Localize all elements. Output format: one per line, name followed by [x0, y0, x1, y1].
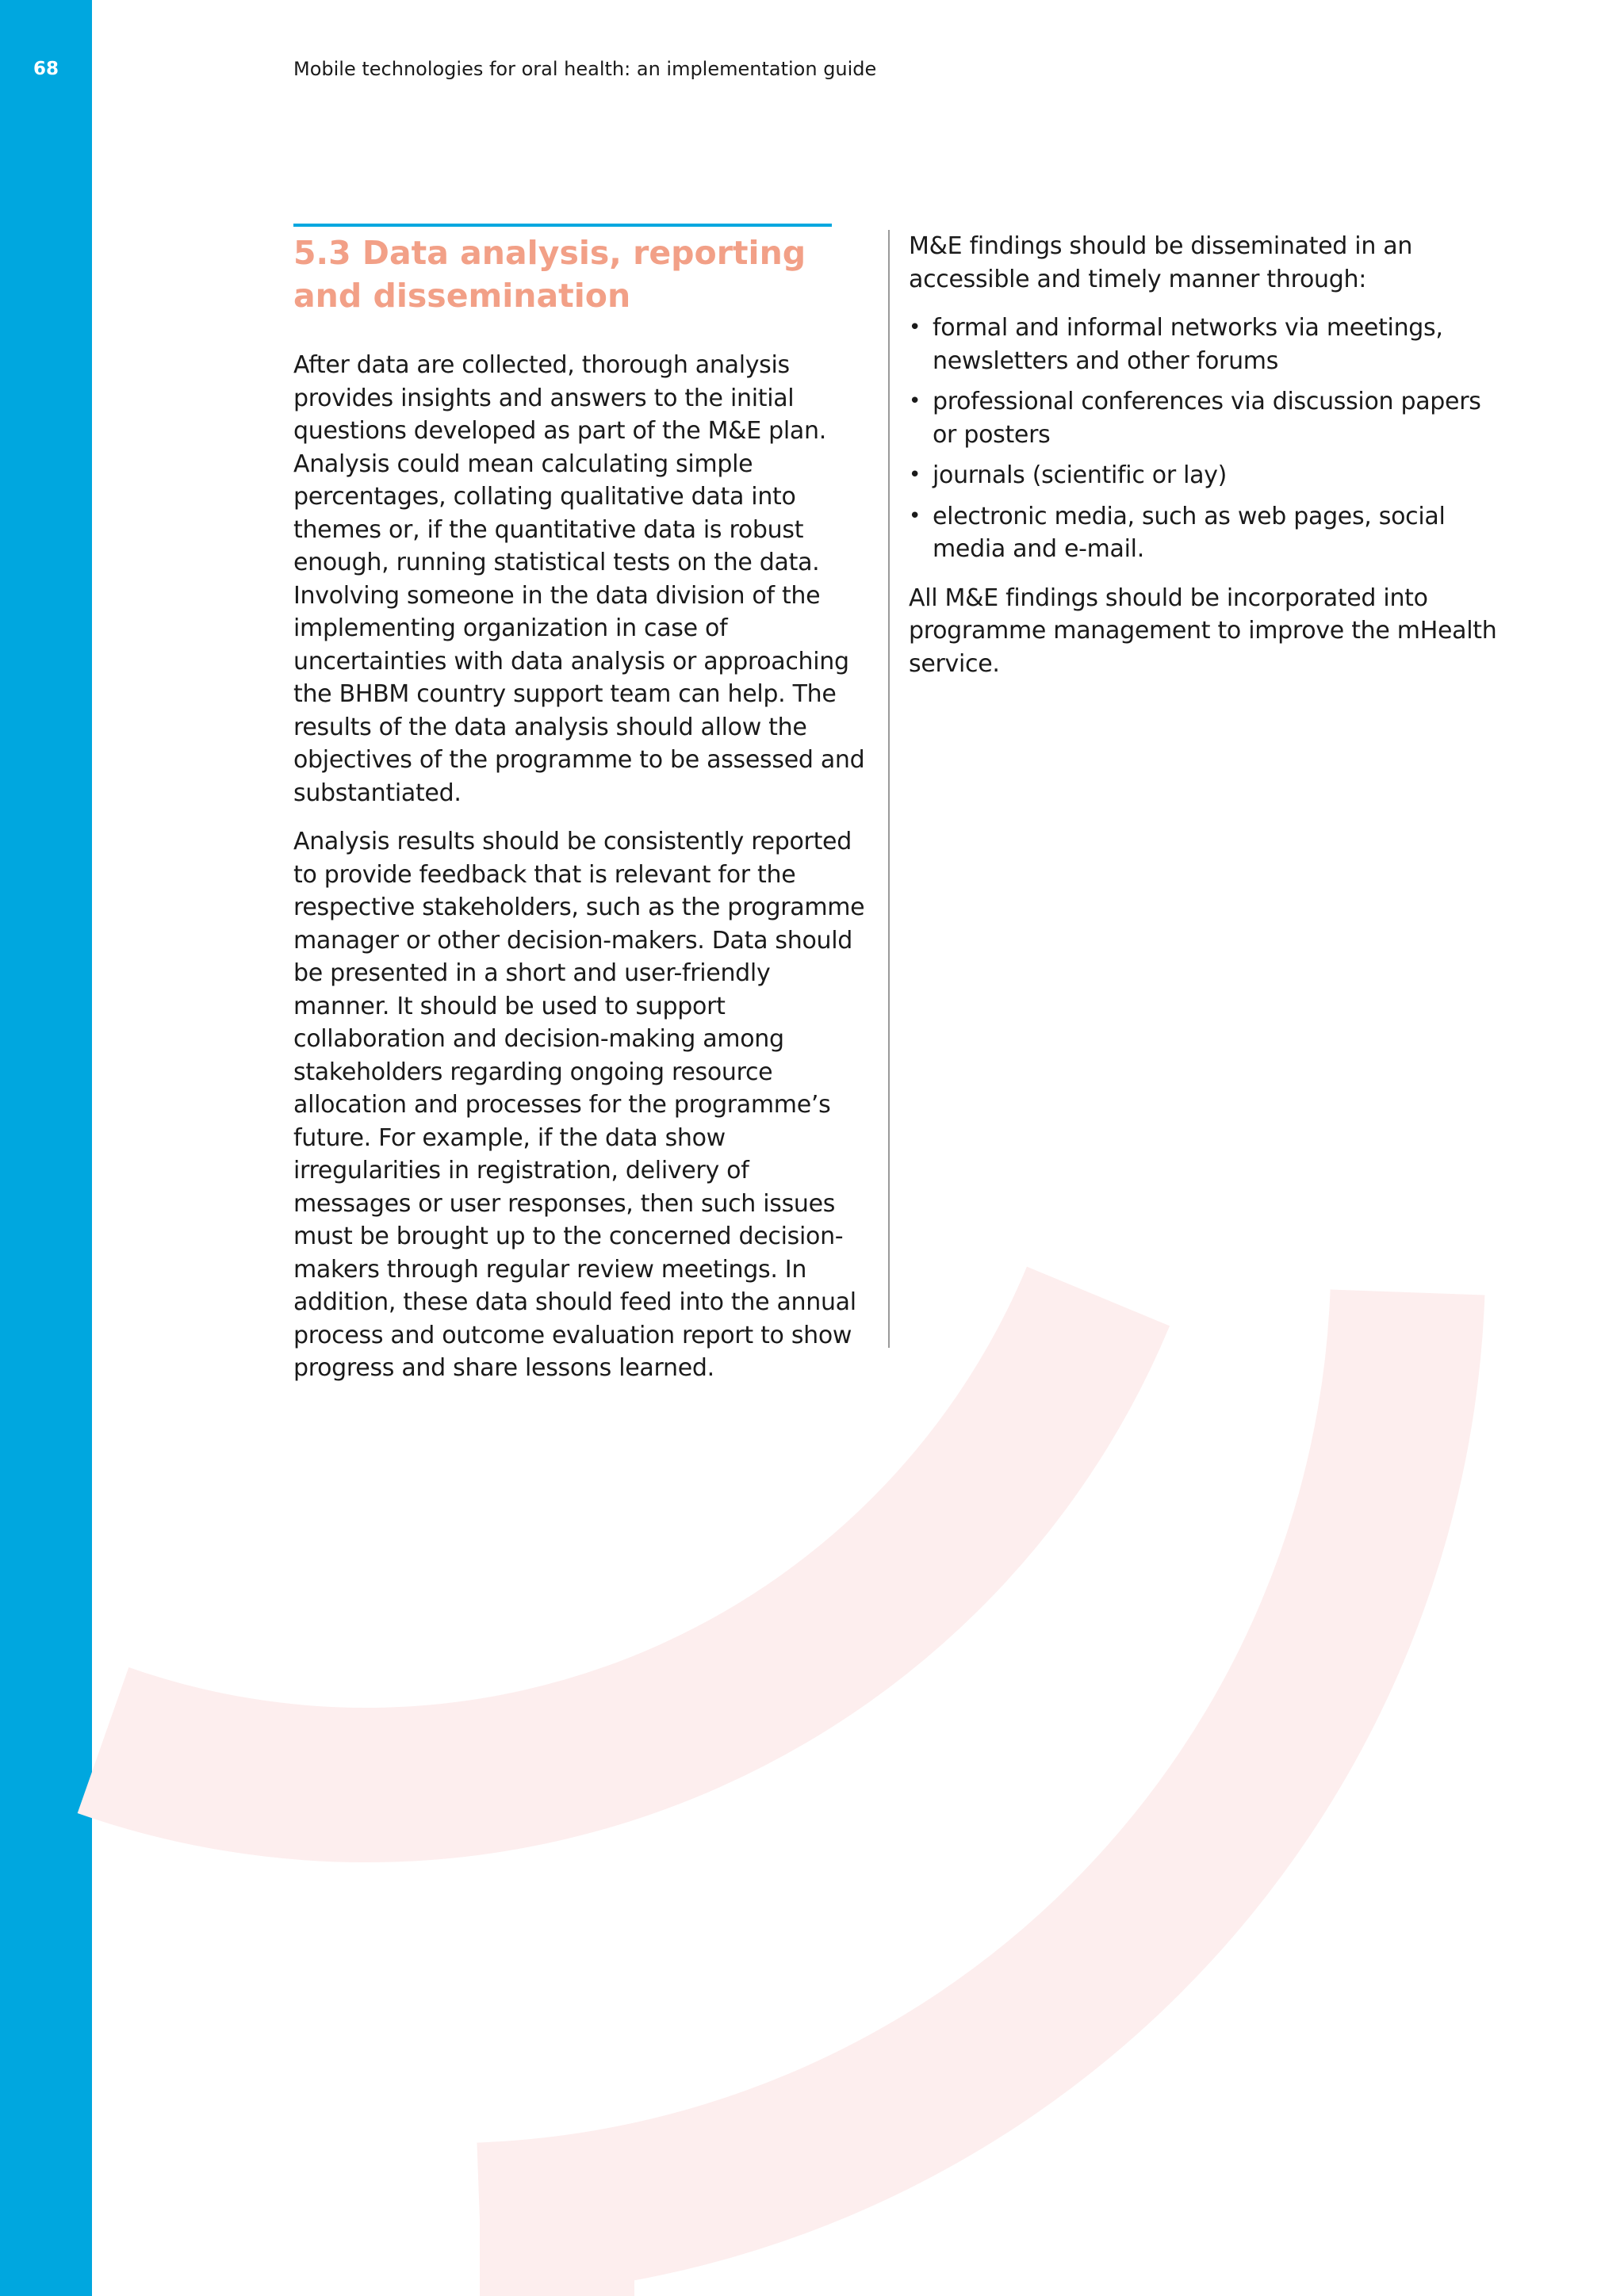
running-header: Mobile technologies for oral health: an implementation guide — [293, 58, 877, 80]
list-item — [909, 459, 1511, 492]
column-divider — [888, 230, 890, 1348]
list-item-text: electronic media, such as web pages, social media and e-mail. — [933, 502, 1446, 563]
left-column — [293, 349, 866, 1401]
list-item-text: journals (scientific or lay) — [933, 461, 1228, 489]
dissemination-closing: All M&E findings should be incorporated into programme management to improve the mHealth service. — [909, 584, 1497, 678]
list-item — [909, 385, 1511, 451]
bullet-icon: • — [909, 503, 921, 528]
bullet-icon: • — [909, 316, 921, 339]
page-number: 68 — [33, 59, 59, 79]
list-item-text: formal and informal networks via meetings, newsletters and other forums — [933, 314, 1443, 375]
paragraph-data-analysis: After data are collected, thorough analysis provides insights and answers to the initial questions developed as part of the M&E plan. Analysis could mean calculating simple percentages, collating qualitative data into themes or, if the quantitative data is robust enough, running statistical tests on the data. Involving someone in the data division of the implementing organization in case of uncertainties with data analysis or approaching the BHBM country support team can help. The results of the data analysis should allow the objectives of the programme to be assessed and substantiated. — [293, 351, 865, 807]
dissemination-list — [909, 312, 1511, 566]
paragraph-reporting: Analysis results should be consistently reported to provide feedback that is relevant for the respective stakeholders, such as the programme manager or other decision-makers. Data should be presented in a short and user-friendly manner. It should be used to support collaboration and decision-making among stakeholders regarding ongoing resource allocation and processes for the programme’s future. For example, if the data show irregularities in registration, delivery of messages or user responses, then such issues must be brought up to the concerned decision-makers through regular review meetings. In addition, these data should feed into the annual process and outcome evaluation report to show progress and share lessons learned. — [293, 828, 865, 1382]
heading-rule — [293, 224, 832, 227]
bullet-icon: • — [909, 463, 921, 487]
bullet-icon: • — [909, 389, 921, 413]
dissemination-intro: M&E findings should be disseminated in an accessible and timely manner through: — [909, 232, 1413, 293]
list-item — [909, 312, 1511, 377]
list-item-text: professional conferences via discussion papers or posters — [933, 388, 1481, 449]
section-heading: 5.3 Data analysis, reporting and dissemination — [293, 234, 806, 315]
right-column — [909, 230, 1511, 696]
list-item — [909, 500, 1511, 566]
